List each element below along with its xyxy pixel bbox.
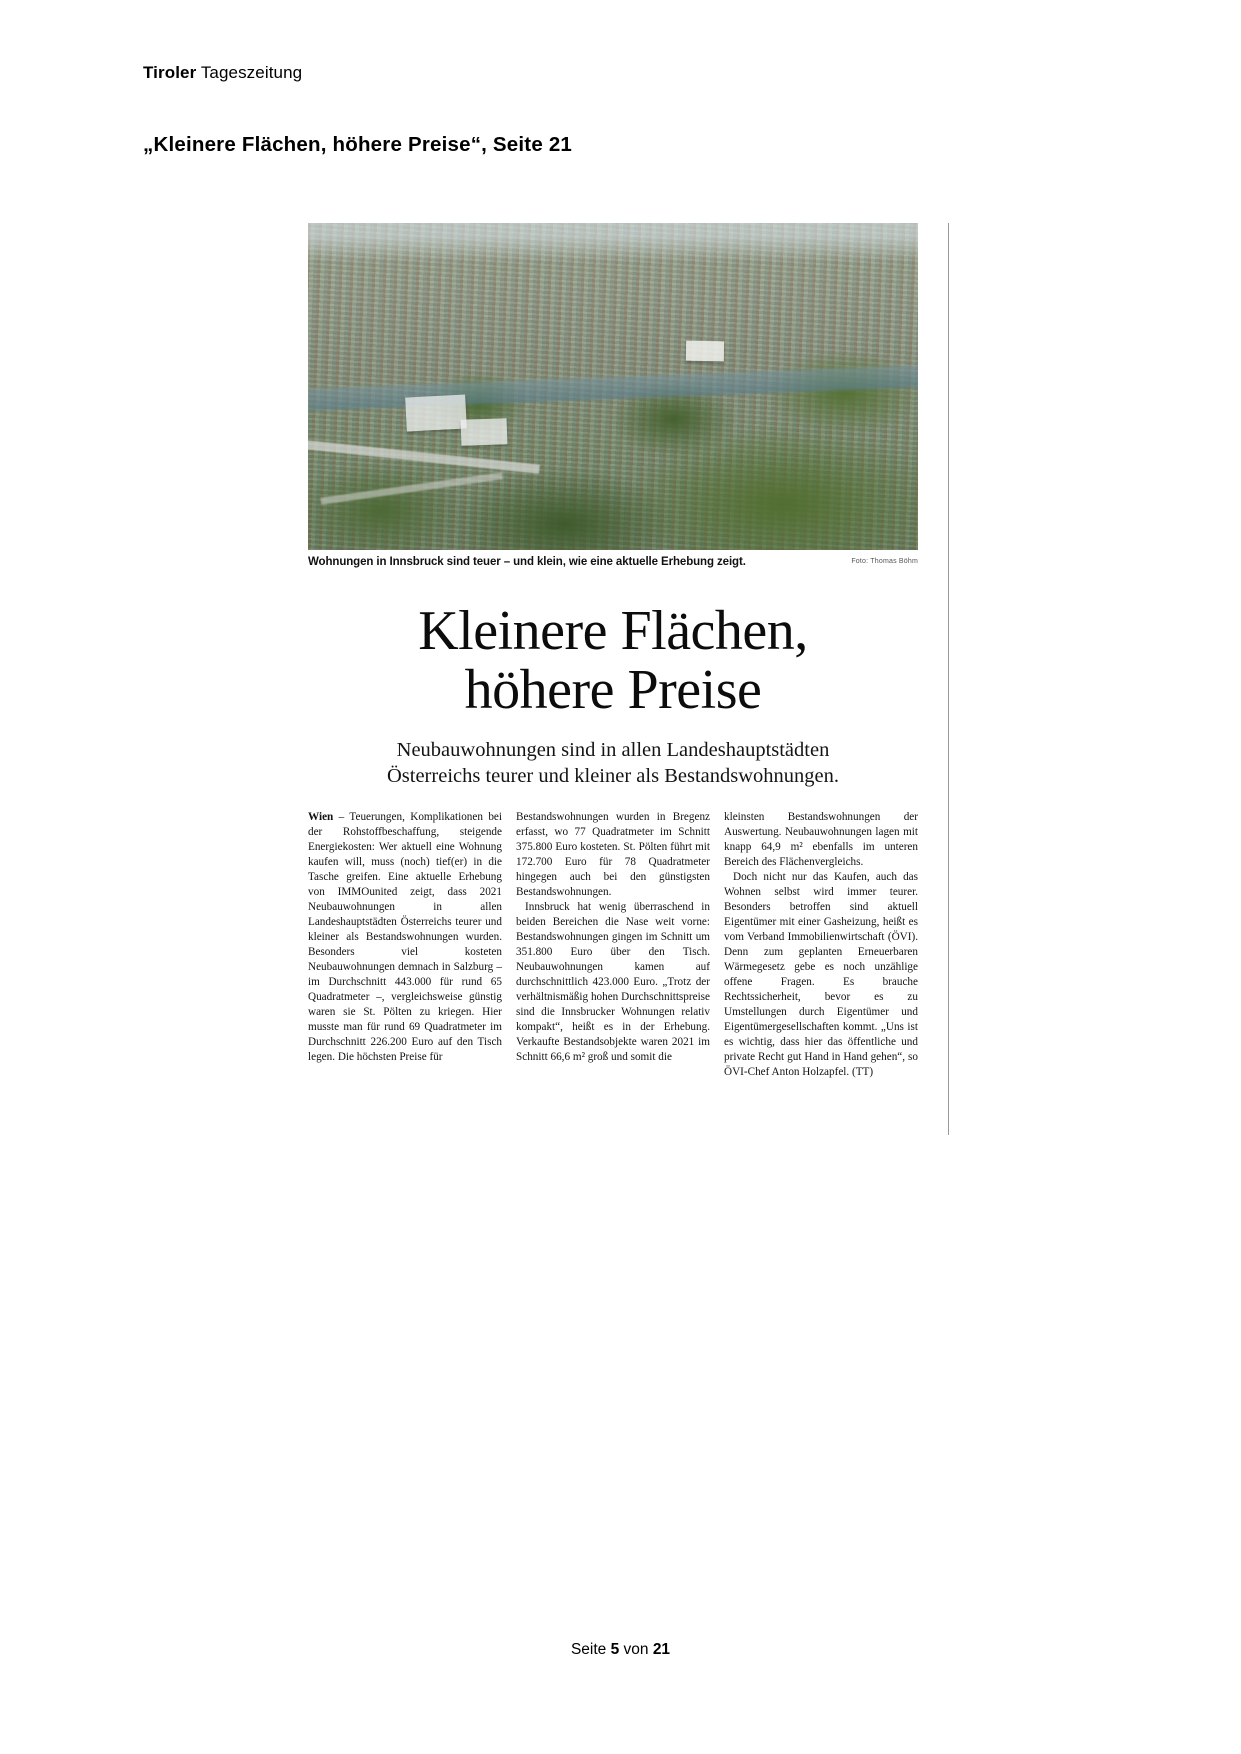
masthead-brand-bold: Tiroler — [143, 63, 197, 82]
footer-middle: von — [619, 1641, 653, 1658]
article-paragraph-text: Doch nicht nur das Kaufen, auch das Wohnen selbst wird immer teurer. Besonders betroffen sind aktuell Eigentümer mit einer Gasheizung, heißt es vom Verband Immobilienwirtschaft (ÖVI). Denn zum geplanten Erneuerbaren Wärmegesetz gebe es noch unzählige offene Fragen. Es brauche Rechtssicherheit, bevor es zu Umstellungen durch Eigentümer und Eigentümergesellschaften kommt. „Uns ist es wichtig, dass hier das öffentliche und private Recht gut Hand in Hand gehen“, so ÖVI-Chef Anton Holzapfel. (TT) — [724, 871, 918, 1078]
article-paragraph — [516, 900, 710, 1065]
aerial-city-photo — [308, 223, 918, 550]
article-photo — [308, 223, 918, 550]
article-paragraph-text: Bestandswohnungen wurden in Bregenz erfasst, wo 77 Quadratmeter im Schnitt 375.800 Euro kosteten. St. Pölten führt mit 172.700 Euro für 78 Quadratmeter hingegen auch bei den günstigsten Bestandswohnungen. — [516, 811, 710, 898]
clipping-right-rule — [948, 223, 949, 1135]
masthead-brand-rest: Tageszeitung — [196, 63, 303, 82]
article-standfirst-line2: Österreichs teurer und kleiner als Bestandswohnungen. — [386, 765, 839, 788]
article-paragraph — [724, 810, 918, 870]
article-headline-line1: Kleinere Flächen, — [418, 600, 808, 662]
article-paragraph — [516, 810, 710, 900]
article-columns — [308, 810, 918, 1080]
road-shape-secondary — [321, 472, 503, 504]
masthead — [143, 63, 302, 83]
building-block — [405, 395, 467, 432]
article-paragraph-text: kleinsten Bestandswohnungen der Auswertung. Neubauwohnungen lagen mit knapp 64,9 m² ebenfalls im unteren Bereich des Flächenvergleichs. — [724, 811, 918, 868]
page-footer — [0, 1641, 1241, 1659]
building-block — [686, 340, 724, 361]
article-standfirst-line1: Neubauwohnungen sind in allen Landeshauptstädten — [396, 738, 830, 761]
article-paragraph — [724, 870, 918, 1080]
road-shape — [308, 439, 540, 473]
article-paragraph-text: – Teuerungen, Komplikationen bei der Rohstoffbeschaffung, steigende Energiekosten: Wer aktuell eine Wohnung kaufen will, muss (noch) tief(er) in die Tasche greifen. Eine aktuelle Erhebung von IMMOunited zeigt, dass 2021 Neubauwohnungen in allen Landeshauptstädten Österreichs teurer und kleiner als Bestandswohnungen wurden. Besonders viel kosteten Neubauwohnungen demnach in Salzburg – im Durchschnitt 443.000 für rund 65 Quadratmeter –, vergleichsweise günstig waren sie St. Pölten zu kriegen. Hier musste man für rund 69 Quadratmeter im Durchschnitt 226.200 Euro auf den Tisch legen. Die höchsten Preise für — [308, 811, 502, 1063]
article-column — [308, 810, 502, 1080]
article-paragraph-text: Innsbruck hat wenig überraschend in beiden Bereichen die Nase weit vorne: Bestandswohnungen gingen im Schnitt um 351.800 Euro über den Tisch. Neubauwohnungen kamen auf durchschnittlich 423.000 Euro. „Trotz der verhältnismäßig hohen Durchschnittspreise sind die Innsbrucker Wohnungen relativ kompakt“, heißt es in der Erhebung. Verkaufte Bestandsobjekte waren 2021 im Schnitt 66,6 m² groß und somit die — [516, 901, 710, 1063]
article-standfirst — [308, 737, 918, 790]
newspaper-clipping — [308, 223, 948, 1080]
article-column — [724, 810, 918, 1080]
article-column — [516, 810, 710, 1080]
footer-prefix: Seite — [570, 1641, 611, 1658]
photo-credit: Foto: Thomas Böhm — [851, 558, 918, 565]
river-shape — [308, 365, 918, 410]
article-headline-line2: höhere Preise — [464, 659, 762, 722]
article-dateline: Wien — [308, 811, 334, 823]
article-paragraph — [308, 810, 502, 1065]
article-headline — [308, 602, 918, 721]
photo-caption: Wohnungen in Innsbruck sind teuer – und klein, wie eine aktuelle Erhebung zeigt. — [308, 556, 746, 568]
footer-total-pages: 21 — [652, 1641, 671, 1658]
building-block — [460, 418, 507, 446]
page-title: „Kleinere Flächen, höhere Preise“, Seite 21 — [143, 133, 573, 156]
caption-row — [308, 556, 918, 576]
footer-page-number: 5 — [610, 1641, 620, 1658]
